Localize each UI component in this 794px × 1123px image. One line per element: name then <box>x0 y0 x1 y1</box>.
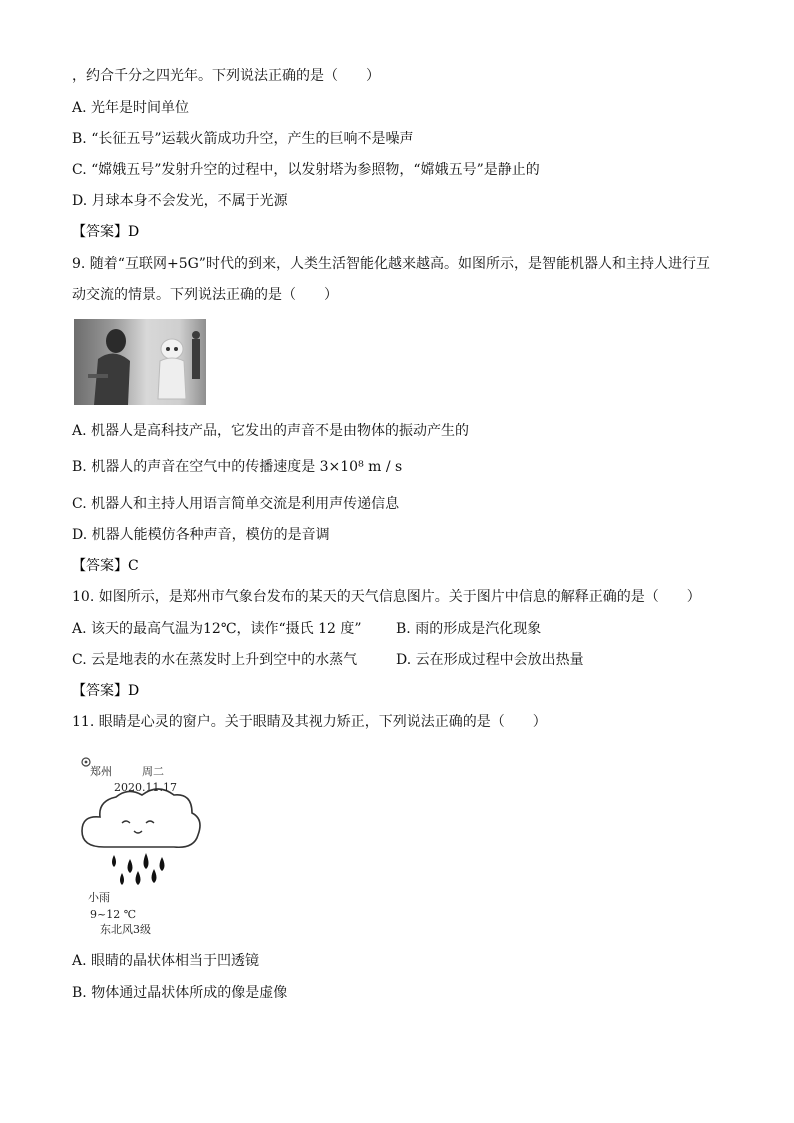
raindrops-icon <box>112 853 165 885</box>
q9-option-c: C. 机器人和主持人用语言简单交流是利用声传递信息 <box>72 496 400 512</box>
q8-stem-end: ，约合千分之四光年。下列说法正确的是（ ） <box>72 68 380 84</box>
weather-date: 2020.11.17 <box>114 781 177 794</box>
q8-option-d: D. 月球本身不会发光，不属于光源 <box>72 193 288 209</box>
q10-option-c: C. 云是地表的水在蒸发时上升到空中的水蒸气 <box>72 652 358 668</box>
q10-stem: 10. 如图所示，是郑州市气象台发布的某天的天气信息图片。关于图片中信息的解释正确的是（ ） <box>72 589 701 605</box>
cloud-icon <box>82 789 200 847</box>
weather-condition: 小雨 <box>88 891 110 904</box>
weather-city: 郑州 <box>90 765 112 778</box>
q10-option-d: D. 云在形成过程中会放出热量 <box>396 652 584 668</box>
weather-weekday: 周二 <box>142 765 164 778</box>
q10-answer: 【答案】D <box>72 683 140 699</box>
q10-option-a: A. 该天的最高气温为12℃，读作“摄氏 12 度” <box>72 621 362 637</box>
location-pin-icon <box>82 758 90 766</box>
q9-answer: 【答案】C <box>72 558 139 574</box>
q9-stem-line1: 9. 随着“互联网+5G”时代的到来，人类生活智能化越来越高。如图所示，是智能机器人和主持人进行互 <box>72 256 710 272</box>
q8-option-b: B. “长征五号”运载火箭成功升空，产生的巨响不是噪声 <box>72 131 414 147</box>
q9-option-b: B. 机器人的声音在空气中的传播速度是 3×10⁸ m / s <box>72 459 403 475</box>
q11-stem: 11. 眼睛是心灵的窗户。关于眼睛及其视力矫正，下列说法正确的是（ ） <box>72 714 547 730</box>
q9-stem-line2: 动交流的情景。下列说法正确的是（ ） <box>72 287 338 303</box>
robot-host-photo <box>74 319 206 405</box>
q9-option-d: D. 机器人能模仿各种声音，模仿的是音调 <box>72 527 330 543</box>
weather-info-figure <box>76 755 216 940</box>
weather-wind: 东北风3级 <box>100 923 151 936</box>
q8-answer: 【答案】D <box>72 224 140 240</box>
q8-option-c: C. “嫦娥五号”发射升空的过程中，以发射塔为参照物，“嫦娥五号”是静止的 <box>72 162 540 178</box>
q11-option-b: B. 物体通过晶状体所成的像是虚像 <box>72 985 288 1001</box>
q9-option-a: A. 机器人是高科技产品，它发出的声音不是由物体的振动产生的 <box>72 423 470 439</box>
q8-option-a: A. 光年是时间单位 <box>72 100 190 116</box>
q11-option-a: A. 眼睛的晶状体相当于凹透镜 <box>72 953 260 969</box>
q10-option-b: B. 雨的形成是汽化现象 <box>396 621 542 637</box>
weather-temperature: 9~12 ℃ <box>90 908 137 921</box>
